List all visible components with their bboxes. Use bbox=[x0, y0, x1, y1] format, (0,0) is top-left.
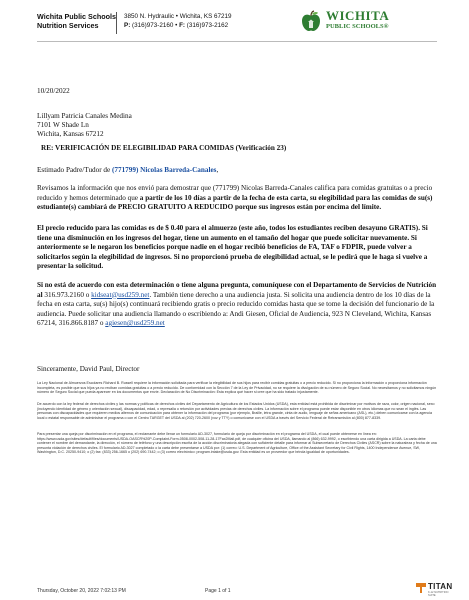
contact-line bbox=[124, 21, 232, 30]
p1-normal: Revisamos la información que nos envió para demostrar que (771799) Nicolas Barreda-Canales califica para comidas gratuitas o a precio reducido y hemos determinado que bbox=[37, 184, 433, 202]
p3-b: . También tiene derecho a una audiencia justa. Si solicita una audiencia dentro de los 10 días de la fecha en esta carta, su(s) hijo(s) continuará recibiendo gratis o precio reducido comidas hasta que se tome la decisión del funcionario de la audiencia. Puede solicitar una audiencia llamando o escribiendo a: Andi Giesen, Oficial de Audiencia, 923 N Cleveland, Wichita, Kansas 67214, 316.866.8187 o bbox=[37, 290, 435, 327]
page-number: Page 1 of 1 bbox=[205, 588, 231, 594]
header-divider bbox=[116, 12, 117, 34]
titan-logo bbox=[416, 582, 456, 596]
titan-brand: TITAN bbox=[428, 582, 453, 591]
org-block bbox=[37, 12, 116, 30]
paragraph-1 bbox=[37, 184, 439, 213]
org-name: Wichita Public Schools bbox=[37, 12, 117, 21]
paragraph-3 bbox=[37, 281, 439, 329]
dept-name: Nutrition Services bbox=[37, 21, 99, 30]
p3-a: 316.973.2160 o bbox=[42, 290, 92, 299]
nondiscrimination-statement: De acuerdo con la ley federal de derechos civiles y las normas y políticas de derechos civiles del Departamento de Agricultura de los Estados Unidos (USDA), esta entidad está prohibida de discriminar por motivos de raza, color, origen nacional, sexo (incluyendo identidad de género y orientación sexual), discapacidad, edad, o represalia o retorsión por actividades previas de derechos civiles. La información sobre el programa puede estar disponible en otros idiomas que no sean el inglés. Las personas con discapacidades que requieren medios alternos de comunicación para obtener la información del programa (por ejemplo, Braille, letra grande, cinta de audio, lenguaje de señas americano (ASL), etc.) deben comunicarse con la agencia local o estatal responsable de administrar el programa o con el Centro TARGET del USDA al (202) 720-2600 (voz y TTY) o comunicarse con el USDA a través del Servicio Federal de Retransmisión al (800) 877-8339. bbox=[37, 402, 435, 420]
p1-bold: a partir de los 10 días a partir de la fecha de esta carta, su elegibilidad para las comidas de su(s) estudiante(s) cambiará de PRECIO GRATUITO A REDUCIDO porque sus ingresos están por encima del límite. bbox=[37, 193, 433, 211]
recipient-city: Wichita, Kansas 67212 bbox=[37, 130, 104, 138]
re-line: RE: VERIFICACIÓN DE ELEGIBILIDAD PARA COMIDAS (Verificación 23) bbox=[41, 144, 287, 152]
header-rule bbox=[37, 41, 437, 42]
print-timestamp: Thursday, October 20, 2022 7:02:13 PM bbox=[37, 588, 126, 594]
phone: (316)973-2160 bbox=[132, 22, 174, 29]
email-link-kidseat[interactable]: kidseat@usd259.net bbox=[91, 290, 150, 299]
titan-mark-icon bbox=[416, 583, 426, 593]
privacy-notice: La Ley Nacional de Almuerzos Escolares Richard B. Russell requiere la información solicitada para verificar la elegibilidad de sus hijos para recibir comidas gratuitas o a precio reducido. Si no proporciona la información o proporciona información incompleta, es posible que sus hijos ya no reciban comidas gratuitas o a precio reducido. De conformidad con la Sección 7 de la Ley de Privacidad, no se requiere la divulgación de su número de Seguro Social. No necesitamos y no solicitamos ningún número de Seguro Social que pueda aparecer en los documentos que envíe. Declaración de No Discriminación: Esta explica qué hacer si cree que ha sido tratado injustamente. bbox=[37, 381, 437, 395]
p3-bold: Si no está de acuerdo con esta determinación o tiene alguna pregunta, comuníquese con el Departamento de Servicios de Nutrición al bbox=[37, 281, 437, 299]
student-ref: (771799) Nicolas Barreda-Canales bbox=[112, 166, 217, 174]
salutation-prefix: Estimado Padre/Tudor de bbox=[37, 166, 112, 174]
logo-reg: ® bbox=[383, 23, 389, 30]
letter-date: 10/20/2022 bbox=[37, 87, 70, 95]
titan-sub: K-12 NUTRITION SUITE bbox=[428, 591, 449, 597]
recipient-name: Lillyam Patricia Canales Medina bbox=[37, 112, 132, 120]
logo-line2-wrap bbox=[326, 23, 389, 31]
email-link-agiesen[interactable]: agiesen@usd259.net bbox=[105, 319, 165, 327]
address: 3850 N. Hydraulic • Wichita, KS 67219 bbox=[124, 13, 232, 20]
district-logo bbox=[300, 8, 440, 36]
closing: Sinceramente, David Paul, Director bbox=[37, 365, 140, 373]
sep: • bbox=[175, 22, 178, 29]
apple-icon bbox=[300, 10, 322, 32]
phone-label: P: bbox=[124, 22, 131, 29]
logo-line1: WICHITA bbox=[326, 8, 390, 23]
logo-line2: PUBLIC SCHOOLS bbox=[326, 23, 384, 30]
salutation-suffix: , bbox=[216, 166, 219, 174]
salutation bbox=[37, 166, 218, 176]
address-block bbox=[124, 12, 232, 30]
fax: (316)973-2162 bbox=[186, 22, 229, 29]
fax-label: F: bbox=[179, 22, 186, 29]
logo-text bbox=[326, 9, 389, 31]
paragraph-2: El precio reducido para las comidas es de $ 0.40 para el almuerzo (este año, todos los estudiantes reciben desayuno GRATIS). Si tiene una disminución en los ingresos del hogar, tiene un aumento en el tamaño del hogar que puede solicitar nuevamente. Si anteriormente se le negaron los beneficios porque nadie en el hogar recibió beneficios de FA, TAF o FDPIR, puede volver a solicitarlos según la elegibilidad de ingresos. Si no proporcionó prueba de elegibilidad actual, se le pedirá que le haga si vuelve a presentar la solicitud. bbox=[37, 224, 428, 270]
recipient-street: 7101 W Shade Ln bbox=[37, 121, 89, 129]
letterhead bbox=[0, 0, 469, 50]
complaint-instructions: Para presentar una queja por discriminación en el programa, el reclamante debe llenar un formulario AD-3027, formulario de queja por discriminación en el programa del USDA, el cual puede obtenerse en línea en: https://www.usda.gov/sites/default/files/documents/USDA-OASCR%20P-Complaint-Form-0508-0002-508-11-28-17Fax2Mail.pdf, de cualquier oficina del USDA, llamando al (866) 632-9992, o escribiendo una carta dirigida a USDA. La carta debe contener el nombre del demandante, la dirección, el número de teléfono y una descripción escrita de la acción discriminatoria alegada con suficiente detalle para informar al Subsecretario de Derechos Civiles (ASCR) sobre la naturaleza y fecha de una presunta violación de derechos civiles. El formulario AD-3027 completado o la carta debe presentarse a USDA por: (1) correo: U.S. Department of Agriculture, Office of the Assistant Secretary for Civil Rights, 1400 Independence Avenue, SW, Washington, D.C. 20250-9410; o (2) fax: (833) 256-1665 o (202) 690-7442; o (3) correo electrónico: program.intake@usda.gov. Esta entidad es un proveedor que brinda igualdad de oportunidades. bbox=[37, 432, 437, 455]
